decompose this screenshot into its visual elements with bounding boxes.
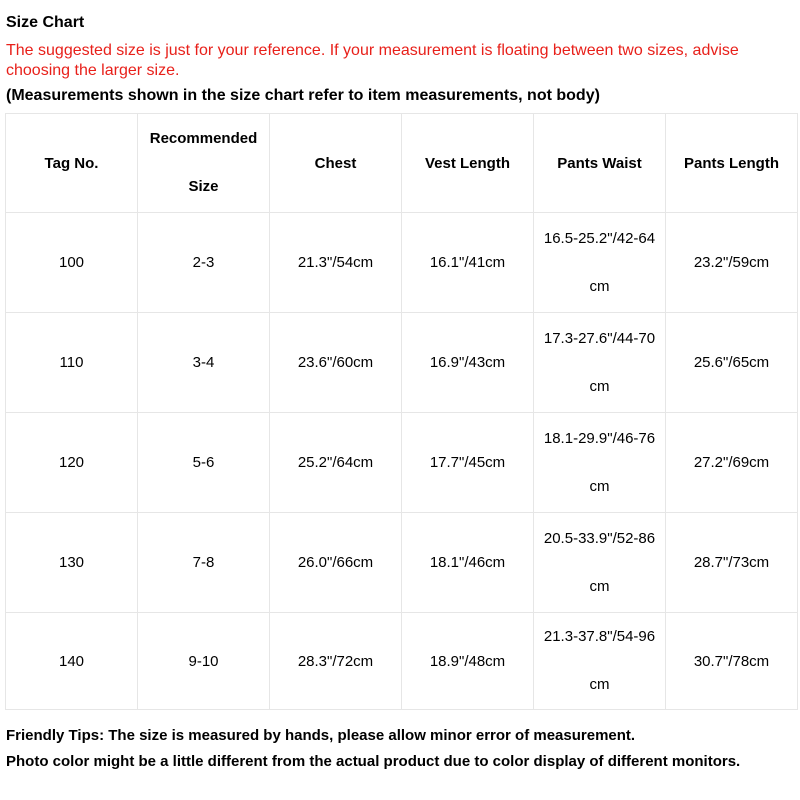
pants-waist-line2: cm	[589, 377, 610, 395]
size-table	[5, 113, 798, 710]
cell-vest-length: 16.1"/41cm	[402, 213, 534, 313]
cell-pants-length: 27.2"/69cm	[666, 413, 798, 513]
cell-chest: 25.2"/64cm	[270, 413, 402, 513]
header-recommended-line1: Recommended	[149, 130, 258, 147]
pants-waist-line2: cm	[589, 676, 610, 693]
pants-waist-line2: cm	[589, 577, 610, 595]
cell-size: 9-10	[138, 613, 270, 710]
cell-chest: 28.3"/72cm	[270, 613, 402, 710]
header-chest: Chest	[270, 114, 402, 213]
pants-waist-line2: cm	[589, 477, 610, 495]
cell-tag: 130	[6, 513, 138, 613]
table-row	[6, 613, 798, 710]
pants-waist-line1: 17.3-27.6"/44-70	[543, 329, 656, 347]
table-row	[6, 413, 798, 513]
cell-pants-waist	[534, 213, 666, 313]
cell-pants-waist	[534, 513, 666, 613]
measurement-note: (Measurements shown in the size chart refer to item measurements, not body)	[6, 87, 600, 104]
pants-waist-line2: cm	[589, 277, 610, 295]
photo-color-note: Photo color might be a little different from the actual product due to color display of different monitors.	[6, 753, 741, 770]
table-header-row	[6, 114, 798, 213]
cell-vest-length: 18.1"/46cm	[402, 513, 534, 613]
cell-pants-waist	[534, 413, 666, 513]
pants-waist-line1: 18.1-29.9"/46-76	[543, 429, 656, 447]
cell-vest-length: 17.7"/45cm	[402, 413, 534, 513]
header-pants-length: Pants Length	[666, 114, 798, 213]
header-recommended-line2: Size	[188, 178, 219, 195]
friendly-tips: Friendly Tips: The size is measured by hands, please allow minor error of measurement.	[6, 727, 636, 744]
size-notice: The suggested size is just for your reference. If your measurement is floating between two sizes, advise choosing the larger size.	[6, 42, 739, 79]
cell-chest: 23.6"/60cm	[270, 313, 402, 413]
cell-pants-length: 23.2"/59cm	[666, 213, 798, 313]
cell-size: 5-6	[138, 413, 270, 513]
header-recommended-size	[138, 114, 270, 213]
cell-pants-waist	[534, 313, 666, 413]
page-title: Size Chart	[6, 14, 85, 31]
cell-pants-length: 25.6"/65cm	[666, 313, 798, 413]
cell-tag: 120	[6, 413, 138, 513]
cell-tag: 100	[6, 213, 138, 313]
cell-pants-length: 28.7"/73cm	[666, 513, 798, 613]
pants-waist-line1: 21.3-37.8"/54-96	[543, 628, 656, 645]
header-tag-no: Tag No.	[6, 114, 138, 213]
cell-size: 2-3	[138, 213, 270, 313]
pants-waist-line1: 16.5-25.2"/42-64	[543, 229, 656, 247]
cell-chest: 26.0"/66cm	[270, 513, 402, 613]
cell-pants-length: 30.7"/78cm	[666, 613, 798, 710]
table-row	[6, 313, 798, 413]
cell-size: 7-8	[138, 513, 270, 613]
header-vest-length: Vest Length	[402, 114, 534, 213]
pants-waist-line1: 20.5-33.9"/52-86	[543, 529, 656, 547]
cell-pants-waist	[534, 613, 666, 710]
cell-tag: 140	[6, 613, 138, 710]
cell-chest: 21.3"/54cm	[270, 213, 402, 313]
cell-vest-length: 16.9"/43cm	[402, 313, 534, 413]
header-pants-waist: Pants Waist	[534, 114, 666, 213]
table-row	[6, 513, 798, 613]
cell-vest-length: 18.9"/48cm	[402, 613, 534, 710]
cell-tag: 110	[6, 313, 138, 413]
cell-size: 3-4	[138, 313, 270, 413]
table-row	[6, 213, 798, 313]
